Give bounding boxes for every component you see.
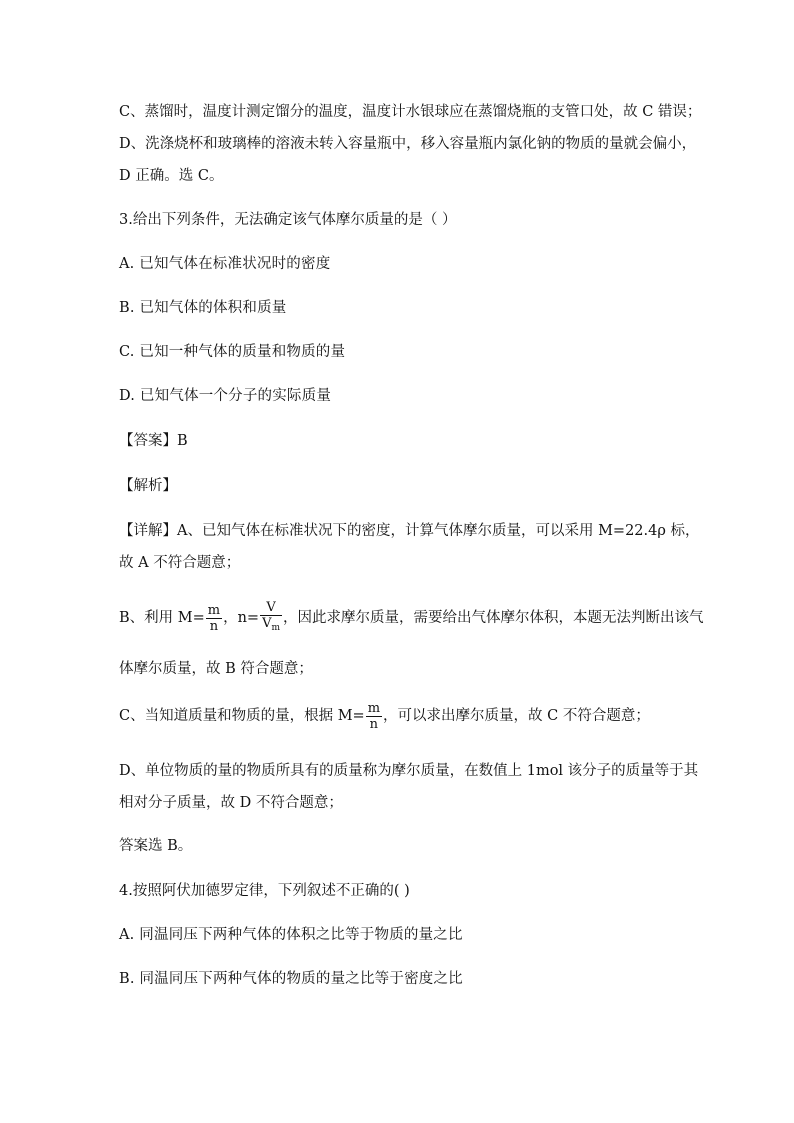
q3-option-c: C. 已知一种气体的质量和物质的量 — [119, 344, 346, 360]
detail-d-line-2: 相对分子质量，故 D 不符合题意； — [119, 795, 343, 811]
q3-option-a: A. 已知气体在标准状况时的密度 — [119, 256, 331, 272]
question-4-stem: 4.按照阿伏加德罗定律，下列叙述不正确的( ) — [119, 883, 410, 899]
q3-option-d: D. 已知气体一个分子的实际质量 — [119, 388, 332, 404]
detail-b-line-1 — [119, 600, 704, 636]
fraction-denominator: n — [366, 716, 382, 732]
text-line: D 正确。选 C。 — [119, 168, 224, 184]
fraction-m-over-n — [206, 603, 222, 634]
fraction-denominator — [260, 615, 282, 636]
detail-c-line — [119, 699, 650, 733]
detail-b-prefix: B、利用 M= — [119, 610, 205, 626]
fraction-m-over-n — [366, 701, 382, 732]
vm-base: V — [262, 616, 272, 631]
text-line: C、蒸馏时，温度计测定馏分的温度，温度计水银球应在蒸馏烧瓶的支管口处，故 C 错误； — [119, 104, 702, 120]
detail-b-line-2: 体摩尔质量，故 B 符合题意； — [119, 661, 313, 677]
conclusion-line: 答案选 B。 — [119, 838, 193, 854]
detail-b-mid: ，n= — [223, 610, 260, 626]
detail-b-suffix: ，因此求摩尔质量，需要给出气体摩尔体积，本题无法判断出该气 — [283, 610, 704, 626]
fraction-v-over-vm — [260, 600, 282, 636]
analysis-heading: 【解析】 — [119, 478, 177, 494]
answer-label: 【答案】B — [119, 433, 188, 449]
detail-c-prefix: C、当知道质量和物质的量，根据 M= — [119, 708, 365, 724]
vm-subscript: m — [271, 623, 281, 633]
q3-option-b: B. 已知气体的体积和质量 — [119, 300, 287, 316]
detail-c-suffix: ，可以求出摩尔质量，故 C 不符合题意； — [383, 708, 650, 724]
text-line: D、洗涤烧杯和玻璃棒的溶液未转入容量瓶中，移入容量瓶内氯化钠的物质的量就会偏小， — [119, 136, 697, 152]
q4-option-b: B. 同温同压下两种气体的物质的量之比等于密度之比 — [119, 971, 463, 987]
q4-option-a: A. 同温同压下两种气体的体积之比等于物质的量之比 — [119, 927, 463, 943]
detail-d-line-1: D、单位物质的量的物质所具有的质量称为摩尔质量，在数值上 1mol 该分子的质量等于其 — [119, 763, 699, 779]
fraction-denominator: n — [206, 618, 222, 634]
fraction-numerator: m — [367, 700, 381, 716]
fraction-numerator: m — [207, 602, 221, 618]
detail-a-line-1: 【详解】A、已知气体在标准状况下的密度，计算气体摩尔质量，可以采用 M=22.4ρ 标， — [119, 523, 700, 539]
fraction-numerator: V — [266, 600, 276, 615]
detail-a-line-2: 故 A 不符合题意； — [119, 555, 241, 571]
question-3-stem: 3.给出下列条件，无法确定该气体摩尔质量的是（ ） — [119, 212, 457, 228]
